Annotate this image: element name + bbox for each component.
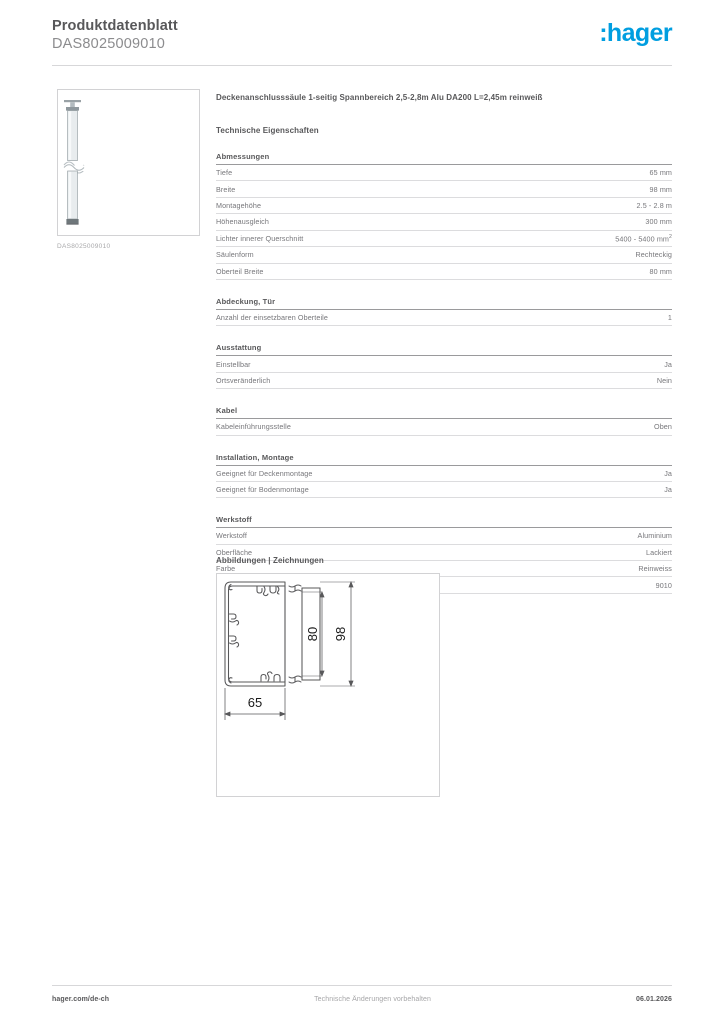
spec-group-heading: Kabel xyxy=(216,406,672,419)
footer-disclaimer: Technische Änderungen vorbehalten xyxy=(314,996,432,1003)
spec-row-key: Säulenform xyxy=(216,250,254,260)
spec-group xyxy=(216,343,672,389)
spec-row-value: Oben xyxy=(654,422,672,432)
spec-row-value: 2.5 - 2.8 m xyxy=(636,200,672,210)
spec-row xyxy=(216,419,672,435)
spec-row-key: Lichter innerer Querschnitt xyxy=(216,234,304,244)
spec-row-value: 98 mm xyxy=(649,184,672,194)
spec-row xyxy=(216,264,672,280)
dimension-label-80: 80 xyxy=(305,626,320,642)
spec-row-key: Oberfläche xyxy=(216,547,253,557)
page-footer xyxy=(52,996,672,1003)
profile-cross-section-drawing xyxy=(217,574,439,796)
spec-row-key: Geeignet für Bodenmontage xyxy=(216,485,309,495)
spec-row-value: 300 mm xyxy=(645,217,672,227)
spec-row-key: Kabeleinführungsstelle xyxy=(216,422,291,432)
spec-group-heading: Werkstoff xyxy=(216,515,672,528)
spec-row xyxy=(216,373,672,389)
product-image-frame xyxy=(57,89,200,236)
footer-divider xyxy=(52,985,672,986)
spec-row-value: 65 mm xyxy=(649,168,672,178)
main-content xyxy=(216,92,672,594)
dimension-label-98: 98 xyxy=(333,626,348,642)
spec-row-key: Anzahl der einsetzbaren Oberteile xyxy=(216,313,328,323)
spec-row xyxy=(216,482,672,498)
spec-group xyxy=(216,406,672,435)
spec-row-value: Nein xyxy=(656,375,672,385)
spec-group xyxy=(216,152,672,280)
spec-row xyxy=(216,198,672,214)
spec-group-heading: Abmessungen xyxy=(216,152,672,165)
spec-group-heading: Abdeckung, Tür xyxy=(216,297,672,310)
spec-row-value: 9010 xyxy=(655,580,672,590)
spec-row xyxy=(216,181,672,197)
specifications-title: Technische Eigenschaften xyxy=(216,126,319,135)
spec-row-value: Ja xyxy=(664,359,672,369)
spec-row-key: Werkstoff xyxy=(216,531,247,541)
spec-row xyxy=(216,214,672,230)
spec-row-value: Ja xyxy=(664,485,672,495)
spec-row-value: Rechteckig xyxy=(635,250,672,260)
technical-drawing-frame xyxy=(216,573,440,797)
page-title: Produktdatenblatt xyxy=(52,18,178,34)
spec-row-key: Einstellbar xyxy=(216,359,251,369)
spec-row-key: Ortsveränderlich xyxy=(216,375,271,385)
spec-row-key: Oberteil Breite xyxy=(216,266,264,276)
spec-row-key: Breite xyxy=(216,184,236,194)
footer-website[interactable]: hager.com/de-ch xyxy=(52,996,110,1003)
product-image-caption: DAS8025009010 xyxy=(57,243,111,250)
spec-row xyxy=(216,231,672,248)
spec-row-key: Montagehöhe xyxy=(216,200,262,210)
spec-row-value: Ja xyxy=(664,468,672,478)
spec-group xyxy=(216,297,672,326)
spec-row xyxy=(216,356,672,372)
spec-row xyxy=(216,165,672,181)
drawings-title: Abbildungen | Zeichnungen xyxy=(216,556,324,565)
spec-group xyxy=(216,453,672,499)
spec-row-value: Aluminium xyxy=(637,531,672,541)
page-header xyxy=(52,18,672,53)
spec-row-key: Höhenausgleich xyxy=(216,217,269,227)
spec-row xyxy=(216,466,672,482)
spec-group-heading: Installation, Montage xyxy=(216,453,672,466)
spec-row-key: Farbe xyxy=(216,564,236,574)
dimension-label-65: 65 xyxy=(247,695,263,710)
spec-row-value: Reinweiss xyxy=(638,564,672,574)
spec-row-value: Lackiert xyxy=(646,547,672,557)
spec-group-heading: Ausstattung xyxy=(216,343,672,356)
footer-date: 06.01.2026 xyxy=(635,996,672,1003)
spec-row-key: Tiefe xyxy=(216,168,233,178)
spec-row xyxy=(216,310,672,326)
hager-logo: :hager xyxy=(599,19,672,47)
spec-row-value: 5400 - 5400 $mm^2$ xyxy=(615,233,672,244)
spec-groups xyxy=(216,152,672,594)
spec-row-value: 1 xyxy=(667,313,672,323)
product-column-illustration xyxy=(58,90,199,235)
header-divider xyxy=(52,65,672,66)
spec-row xyxy=(216,528,672,544)
document-reference: DAS8025009010 xyxy=(52,36,166,52)
spec-row xyxy=(216,247,672,263)
product-name: Deckenanschlusssäule 1-seitig Spannbereich 2,5-2,8m Alu DA200 L=2,45m reinweiß xyxy=(216,93,543,102)
spec-row-key: Geeignet für Deckenmontage xyxy=(216,468,313,478)
spec-row-value: 80 mm xyxy=(649,266,672,276)
